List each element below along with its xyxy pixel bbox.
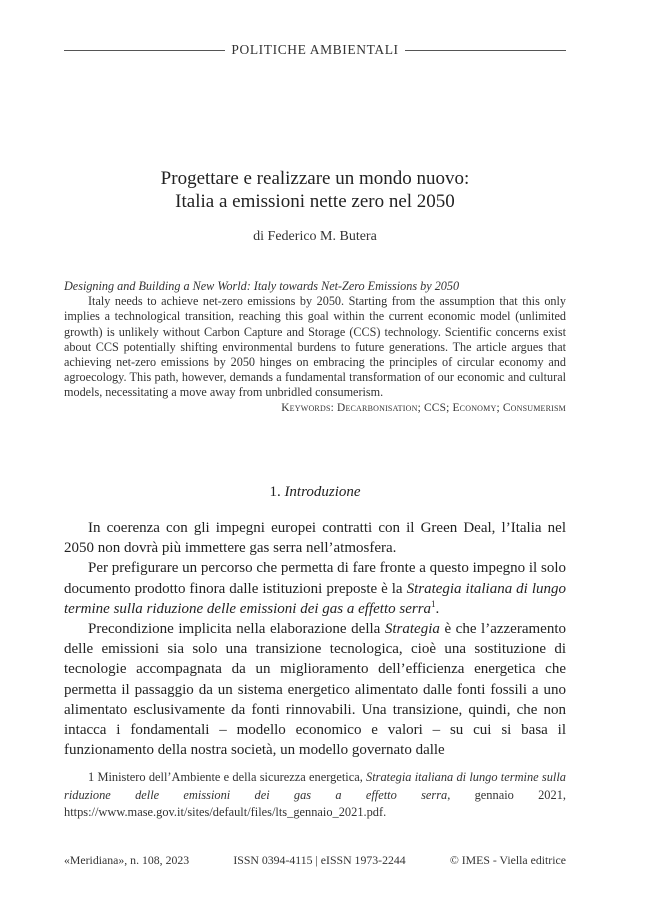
article-title-line-1: Progettare e realizzare un mondo nuovo:	[160, 168, 470, 189]
paragraph-2-end: .	[435, 600, 440, 617]
footnote-text-a: Ministero dell’Ambiente e della sicurezza energetica,	[94, 770, 367, 784]
paragraph-3	[64, 619, 566, 760]
running-head-rule-left	[64, 50, 225, 51]
body-text	[64, 518, 566, 760]
article-title-line-2: Italia a emissioni nette zero nel 2050	[175, 191, 455, 212]
footnote	[64, 769, 566, 822]
section-title: Introduzione	[284, 484, 361, 500]
abstract-body: Italy needs to achieve net-zero emissions by 2050. Starting from the assumption that this only implies a technological transition, reaching this goal within the current economic model (unlimited growth) is unlikely without Carbon Capture and Storage (CCS) technology. Scientific concerns exist about CCS potentially shifting environmental burdens to future generations. The article argues that achieving net-zero emissions by 2050 hinges on embracing the principles of circular economy and agroecology. This path, however, demands a fundamental transformation of our economic and cultural models, necessitating a move away from unbridled consumerism.	[64, 294, 566, 400]
footer-issn: ISSN 0394-4115 | eISSN 1973-2244	[233, 853, 406, 867]
paragraph-3-strategy: Strategia	[384, 621, 440, 638]
footnote-1	[64, 769, 566, 822]
author-byline: di Federico M. Butera	[253, 229, 377, 244]
running-head-label: POLITICHE AMBIENTALI	[231, 42, 399, 57]
footnote-ref[interactable]: 1	[431, 598, 436, 609]
footer-publisher: © IMES - Viella editrice	[449, 853, 566, 867]
footnote-text-b: , gennaio 2021, https://www.mase.gov.it/sites/default/files/lts_gennaio_2021.pdf.	[64, 787, 566, 820]
footnote-marker: 1	[88, 770, 95, 784]
paragraph-2	[64, 558, 566, 619]
paragraph-2-text: Per prefigurare un percorso che permetta di fare fronte a questo impegno il solo documento prodotto finora dalle istituzioni preposte è la	[64, 560, 566, 597]
running-head	[64, 41, 566, 59]
paragraph-3-text-a: Precondizione implicita nella elaborazione della	[88, 621, 385, 638]
page-footer	[64, 853, 566, 868]
running-head-rule-right	[405, 50, 566, 51]
footer-journal: «Meridiana», n. 108, 2023	[64, 853, 190, 867]
section-number: 1.	[269, 484, 281, 500]
paragraph-3-text-b: è che l’azzeramento delle emissioni sia solo una transizione tecnologica, cioè una sostituzione di tecnologie accompagnata da un miglioramento dell’efficienza energetica che permetta il passaggio da un sistema energetico alimentato dalle fonti fossili a uno alimentato esclusivamente da fonti rinnovabili. Una transizione, quindi, che non intacca i fondamentali – modello economico e valori – su cui si basa il funzionamento della nostra società, un modello governato dalle	[64, 621, 566, 759]
paragraph-2-strategy-title: Strategia italiana di lungo termine sulla riduzione delle emissioni dei gas a effetto serra	[64, 580, 566, 617]
article-title	[64, 167, 566, 213]
footnote-title: Strategia italiana di lungo termine sulla riduzione delle emissioni dei gas a effetto serra	[64, 770, 566, 802]
section-heading	[64, 484, 566, 501]
paragraph-1: In coerenza con gli impegni europei contratti con il Green Deal, l’Italia nel 2050 non dovrà più immettere gas serra nell’atmosfera.	[64, 520, 566, 557]
abstract-title: Designing and Building a New World: Italy towards Net-Zero Emissions by 2050	[64, 279, 460, 293]
abstract	[64, 279, 566, 416]
keywords: Keywords: Decarbonisation; CCS; Economy; Consumerism	[281, 401, 566, 414]
